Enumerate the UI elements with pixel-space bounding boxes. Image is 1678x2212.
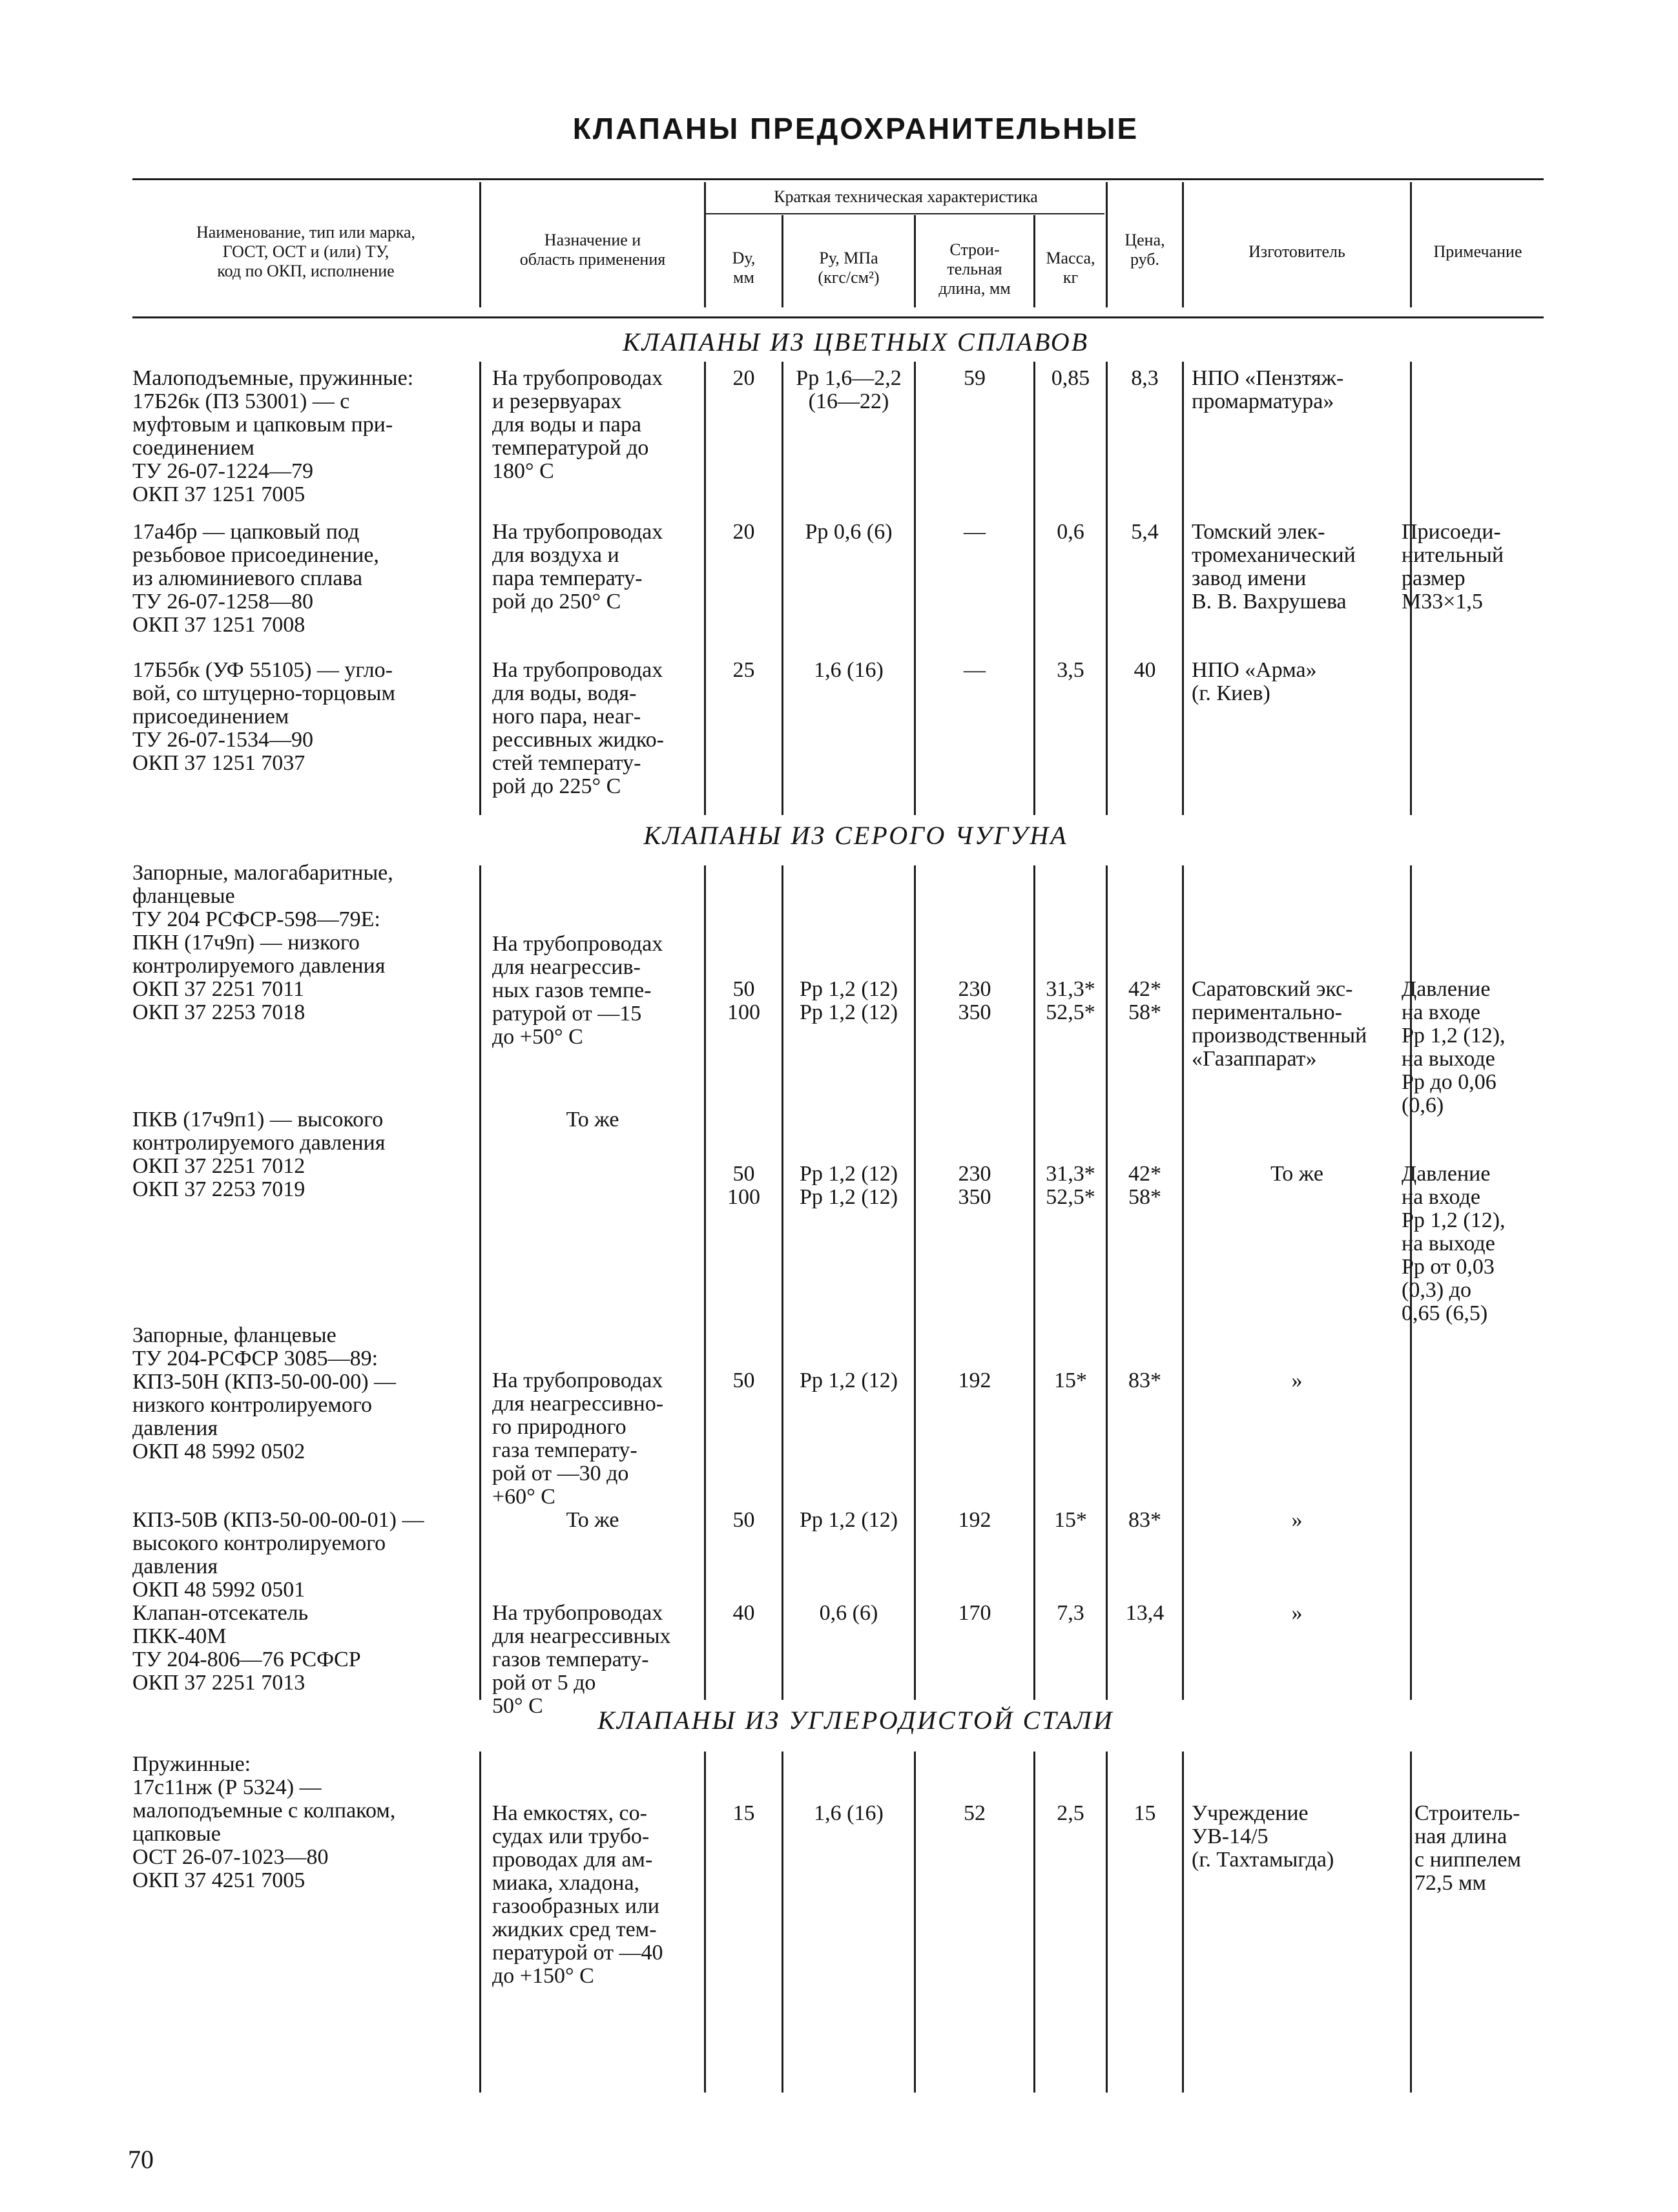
cell-py: Pр 1,6—2,2 (16—22)	[796, 366, 902, 413]
cell-maker: »	[1291, 1369, 1303, 1392]
cell-price: 83*	[1128, 1508, 1161, 1532]
cell-dy: 50 100	[727, 1162, 760, 1209]
cell-name: ПКВ (17ч9п1) — высокого контролируемого давления ОКП 37 2251 7012 ОКП 37 2253 7019	[132, 1108, 386, 1201]
cell-length: —	[964, 658, 986, 682]
cell-mass: 31,3* 52,5*	[1046, 977, 1095, 1024]
cell-maker: НПО «Арма» (г. Киев)	[1192, 658, 1317, 705]
cell-note: Давление на входе Pр 1,2 (12), на выходе Pр от 0,03 (0,3) до 0,65 (6,5)	[1402, 1162, 1506, 1325]
cell-note: Присоеди- нительный размер М33×1,5	[1402, 520, 1504, 614]
cell-name: Запорные, малогабаритные, фланцевые ТУ 204 РСФСР-598—79Е: ПКН (17ч9п) — низкого контролируемого давления ОКП 37 2251 7011 ОКП 37 2253 7018	[132, 861, 393, 1024]
cell-name: Малоподъемные, пружинные: 17Б26к (ПЗ 53001) — с муфтовым и цапковым при- соединением ТУ 26-07-1224—79 ОКП 37 1251 7005	[132, 366, 414, 506]
cell-dy: 25	[732, 658, 755, 682]
cell-py: 0,6 (6)	[819, 1601, 878, 1625]
tech-group-rule	[704, 213, 1104, 214]
cell-price: 15	[1134, 1801, 1156, 1825]
section-title: КЛАПАНЫ ИЗ СЕРОГО ЧУГУНА	[643, 821, 1068, 850]
cell-price: 40	[1134, 658, 1156, 682]
cell-note: Давление на входе Pр 1,2 (12), на выходе Pр до 0,06 (0,6)	[1402, 977, 1506, 1117]
cell-length: 170	[958, 1601, 991, 1625]
cell-name: Пружинные: 17с11нж (Р 5324) — малоподъемные с колпаком, цапковые ОСТ 26-07-1023—80 ОКП 37 4251 7005	[132, 1752, 396, 1892]
page-title: КЛАПАНЫ ПРЕДОХРАНИТЕЛЬНЫЕ	[572, 112, 1139, 145]
cell-mass: 7,3	[1057, 1601, 1084, 1625]
header-maker: Изготовитель	[1248, 242, 1345, 261]
cell-purpose: То же	[566, 1108, 619, 1132]
section-title: КЛАПАНЫ ИЗ ЦВЕТНЫХ СПЛАВОВ	[622, 327, 1090, 357]
cell-mass: 31,3* 52,5*	[1046, 1162, 1095, 1209]
cell-maker: Учреждение УВ-14/5 (г. Тахтамыгда)	[1192, 1801, 1334, 1872]
cell-mass: 0,6	[1057, 520, 1084, 544]
header-tech: Краткая техническая характеристика	[774, 187, 1038, 206]
column-rule	[914, 362, 916, 815]
column-rule	[1033, 362, 1035, 815]
cell-dy: 50	[732, 1369, 755, 1392]
header-dy: Dу, мм	[732, 249, 756, 287]
cell-mass: 0,85	[1051, 366, 1090, 390]
cell-length: 230 350	[958, 1162, 991, 1209]
cell-dy: 20	[732, 520, 755, 544]
header-top-rule	[132, 178, 1544, 180]
cell-dy: 50 100	[727, 977, 760, 1024]
cell-length: 192	[958, 1369, 991, 1392]
column-rule	[704, 362, 706, 815]
cell-mass: 15*	[1054, 1508, 1087, 1532]
cell-mass: 15*	[1054, 1369, 1087, 1392]
cell-purpose: На трубопроводах для воды, водя- ного пара, неаг- рессивных жидко- стей температу- рой до 225° С	[492, 658, 665, 798]
cell-maker: »	[1291, 1601, 1303, 1625]
cell-purpose: На трубопроводах для неагрессивных газов температу- рой от 5 до 50° С	[492, 1601, 671, 1718]
cell-name: 17Б5бк (УФ 55105) — угло- вой, со штуцерно-торцовым присоединением ТУ 26-07-1534—90 ОКП 37 1251 7037	[132, 658, 396, 775]
cell-dy: 40	[732, 1601, 755, 1625]
cell-py: Pр 1,2 (12)	[799, 1369, 898, 1392]
cell-length: —	[964, 520, 986, 544]
cell-dy: 20	[732, 366, 755, 390]
header-py: Pу, МПа (кгс/см²)	[818, 249, 880, 287]
cell-py: 1,6 (16)	[814, 1801, 884, 1825]
cell-mass: 2,5	[1057, 1801, 1084, 1825]
cell-length: 192	[958, 1508, 991, 1532]
cell-length: 230 350	[958, 977, 991, 1024]
cell-name: КПЗ-50В (КПЗ-50-00-00-01) — высокого контролируемого давления ОКП 48 5992 0501	[132, 1508, 424, 1602]
cell-py: 1,6 (16)	[814, 658, 884, 682]
header-mass: Масса, кг	[1046, 249, 1095, 287]
cell-purpose: На трубопроводах и резервуарах для воды и пара температурой до 180° С	[492, 366, 663, 483]
column-rule	[1182, 1752, 1184, 2093]
cell-name: 17а4бр — цапковый под резьбовое присоединение, из алюминиевого сплава ТУ 26-07-1258—80 ОКП 37 1251 7008	[132, 520, 379, 637]
header-bottom-rule	[132, 316, 1544, 318]
cell-py: Pр 1,2 (12) Pр 1,2 (12)	[799, 977, 898, 1024]
header-name: Наименование, тип или марка, ГОСТ, ОСТ и (или) ТУ, код по ОКП, исполнение	[196, 223, 416, 280]
column-rule	[782, 362, 783, 815]
cell-price: 5,4	[1131, 520, 1159, 544]
cell-price: 83*	[1128, 1369, 1161, 1392]
column-rule	[1182, 865, 1184, 1700]
cell-maker: То же	[1270, 1162, 1323, 1186]
column-rule	[1182, 362, 1184, 815]
cell-price: 42* 58*	[1128, 1162, 1161, 1209]
cell-price: 8,3	[1131, 366, 1159, 390]
column-rule	[1106, 362, 1108, 815]
cell-maker: Томский элек- тромеханический завод имени В. В. Вахрушева	[1192, 520, 1356, 614]
cell-length: 52	[964, 1801, 986, 1825]
cell-maker: Саратовский экс- периментально- производственный «Газаппарат»	[1192, 977, 1367, 1071]
cell-purpose: То же	[566, 1508, 619, 1532]
cell-price: 42* 58*	[1128, 977, 1161, 1024]
header-purpose: Назначение и область применения	[519, 231, 666, 269]
cell-price: 13,4	[1125, 1601, 1165, 1625]
cell-purpose: На емкостях, со- судах или трубо- проводах для ам- миака, хладона, газообразных или жидких сред тем- пературой от —40 до +150° С	[492, 1801, 663, 1988]
header-price: Цена, руб.	[1124, 231, 1165, 269]
cell-maker: »	[1291, 1508, 1303, 1532]
cell-py: Pр 0,6 (6)	[805, 520, 893, 544]
cell-name: Клапан-отсекатель ПКК-40М ТУ 204-806—76 РСФСР ОКП 37 2251 7013	[132, 1601, 361, 1695]
section-title: КЛАПАНЫ ИЗ УГЛЕРОДИСТОЙ СТАЛИ	[597, 1706, 1114, 1735]
cell-py: Pр 1,2 (12) Pр 1,2 (12)	[799, 1162, 898, 1209]
cell-purpose: На трубопроводах для неагрессив- ных газов темпе- ратурой от —15 до +50° С	[492, 932, 663, 1049]
cell-purpose: На трубопроводах для неагрессивно- го природного газа температу- рой от —30 до +60° С	[492, 1369, 664, 1509]
cell-maker: НПО «Пензтяж- промарматура»	[1192, 366, 1344, 413]
cell-note: Строитель- ная длина с ниппелем 72,5 мм	[1414, 1801, 1522, 1895]
header-note: Примечание	[1433, 242, 1522, 261]
cell-mass: 3,5	[1057, 658, 1084, 682]
cell-py: Pр 1,2 (12)	[799, 1508, 898, 1532]
column-rule	[1410, 1752, 1412, 2093]
header-length: Строи- тельная длина, мм	[938, 240, 1011, 298]
cell-name: Запорные, фланцевые ТУ 204-РСФСР 3085—89: КПЗ-50Н (КПЗ-50-00-00) — низкого контролируемого давления ОКП 48 5992 0502	[132, 1323, 397, 1463]
cell-dy: 15	[732, 1801, 755, 1825]
page-number: 70	[128, 2145, 154, 2174]
cell-length: 59	[964, 366, 986, 390]
cell-dy: 50	[732, 1508, 755, 1532]
cell-purpose: На трубопроводах для воздуха и пара температу- рой до 250° С	[492, 520, 663, 614]
